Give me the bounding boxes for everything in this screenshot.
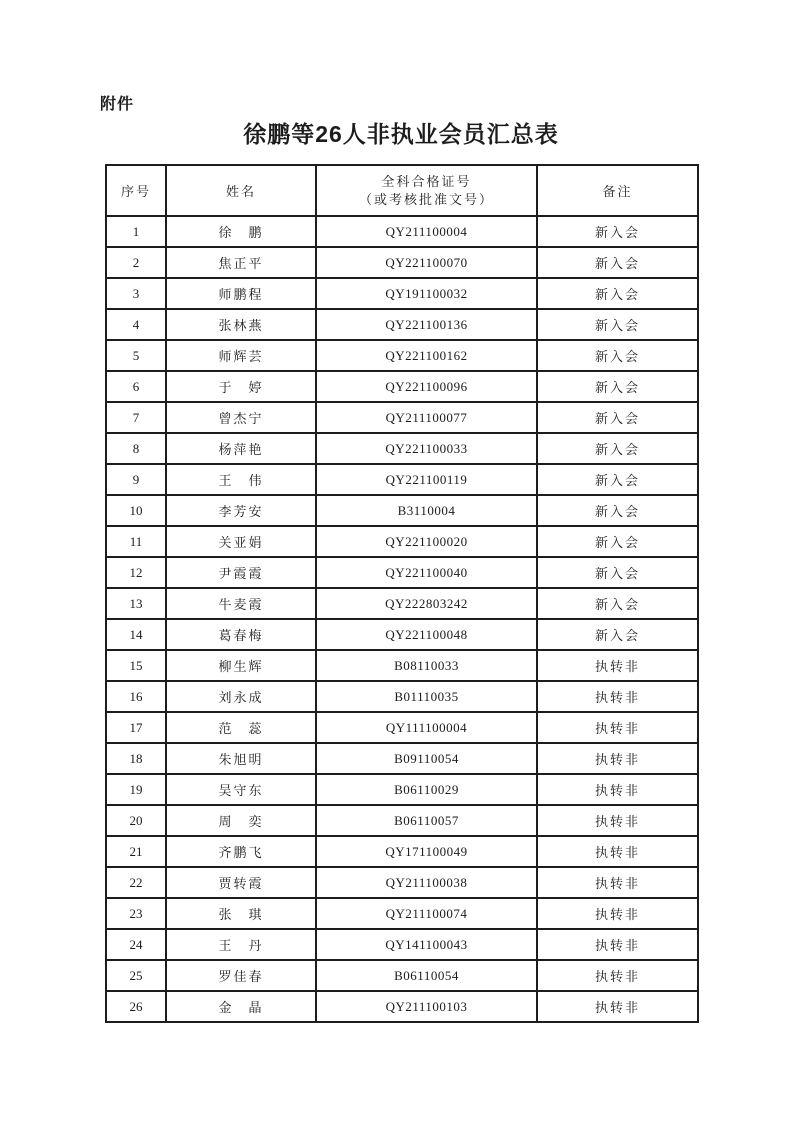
cell-remark: 新入会 <box>537 433 698 464</box>
cell-member-name: 葛春梅 <box>166 619 316 650</box>
cell-certificate: QY211100103 <box>316 991 537 1022</box>
cell-serial-number: 24 <box>106 929 166 960</box>
cell-member-name: 李芳安 <box>166 495 316 526</box>
cell-certificate: QY111100004 <box>316 712 537 743</box>
attachment-label: 附件 <box>100 96 135 113</box>
table-row <box>106 681 698 712</box>
cell-certificate: QY141100043 <box>316 929 537 960</box>
table-row <box>106 464 698 495</box>
members-table <box>105 164 699 1023</box>
cell-remark: 执转非 <box>537 867 698 898</box>
cell-remark: 新入会 <box>537 371 698 402</box>
cell-certificate: QY221100033 <box>316 433 537 464</box>
cell-certificate: QY221100040 <box>316 557 537 588</box>
column-header-cert <box>316 165 537 216</box>
cell-certificate: QY211100038 <box>316 867 537 898</box>
cell-remark: 执转非 <box>537 929 698 960</box>
table-row <box>106 650 698 681</box>
column-header-cert-line1: 全科合格证号 <box>381 173 472 189</box>
cell-remark: 执转非 <box>537 712 698 743</box>
cell-serial-number: 4 <box>106 309 166 340</box>
table-row <box>106 278 698 309</box>
cell-serial-number: 25 <box>106 960 166 991</box>
cell-member-name: 罗佳春 <box>166 960 316 991</box>
cell-remark: 新入会 <box>537 526 698 557</box>
cell-certificate: B3110004 <box>316 495 537 526</box>
cell-member-name: 刘永成 <box>166 681 316 712</box>
cell-remark: 执转非 <box>537 650 698 681</box>
cell-member-name: 尹霞霞 <box>166 557 316 588</box>
cell-member-name: 王 伟 <box>166 464 316 495</box>
cell-serial-number: 22 <box>106 867 166 898</box>
cell-certificate: QY171100049 <box>316 836 537 867</box>
cell-serial-number: 3 <box>106 278 166 309</box>
cell-serial-number: 12 <box>106 557 166 588</box>
cell-serial-number: 7 <box>106 402 166 433</box>
table-row <box>106 309 698 340</box>
cell-serial-number: 15 <box>106 650 166 681</box>
cell-remark: 新入会 <box>537 495 698 526</box>
cell-remark: 新入会 <box>537 464 698 495</box>
cell-serial-number: 19 <box>106 774 166 805</box>
cell-remark: 执转非 <box>537 836 698 867</box>
table-row <box>106 712 698 743</box>
table-row <box>106 402 698 433</box>
table-row <box>106 247 698 278</box>
cell-remark: 新入会 <box>537 619 698 650</box>
cell-member-name: 吴守东 <box>166 774 316 805</box>
cell-certificate: QY222803242 <box>316 588 537 619</box>
cell-remark: 执转非 <box>537 681 698 712</box>
cell-remark: 执转非 <box>537 805 698 836</box>
table-row <box>106 774 698 805</box>
cell-member-name: 师鹏程 <box>166 278 316 309</box>
cell-member-name: 曾杰宁 <box>166 402 316 433</box>
column-header-name: 姓名 <box>166 165 316 216</box>
cell-member-name: 王 丹 <box>166 929 316 960</box>
column-header-remark: 备注 <box>537 165 698 216</box>
table-row <box>106 898 698 929</box>
cell-certificate: B06110029 <box>316 774 537 805</box>
table-row <box>106 867 698 898</box>
table-row <box>106 619 698 650</box>
cell-remark: 执转非 <box>537 991 698 1022</box>
cell-serial-number: 16 <box>106 681 166 712</box>
table-row <box>106 743 698 774</box>
table-row <box>106 371 698 402</box>
cell-member-name: 张 琪 <box>166 898 316 929</box>
table-row <box>106 433 698 464</box>
cell-certificate: QY221100162 <box>316 340 537 371</box>
cell-serial-number: 20 <box>106 805 166 836</box>
cell-serial-number: 9 <box>106 464 166 495</box>
cell-certificate: B06110054 <box>316 960 537 991</box>
table-row <box>106 805 698 836</box>
cell-remark: 新入会 <box>537 402 698 433</box>
table-header-row <box>106 165 698 216</box>
cell-certificate: QY191100032 <box>316 278 537 309</box>
table-row <box>106 495 698 526</box>
cell-serial-number: 17 <box>106 712 166 743</box>
table-row <box>106 340 698 371</box>
cell-remark: 新入会 <box>537 588 698 619</box>
cell-remark: 执转非 <box>537 898 698 929</box>
cell-certificate: QY221100136 <box>316 309 537 340</box>
cell-certificate: QY211100004 <box>316 216 537 247</box>
cell-serial-number: 2 <box>106 247 166 278</box>
cell-member-name: 周 奕 <box>166 805 316 836</box>
cell-member-name: 师辉芸 <box>166 340 316 371</box>
cell-serial-number: 10 <box>106 495 166 526</box>
cell-remark: 执转非 <box>537 960 698 991</box>
cell-remark: 执转非 <box>537 743 698 774</box>
cell-serial-number: 14 <box>106 619 166 650</box>
cell-remark: 新入会 <box>537 557 698 588</box>
cell-serial-number: 13 <box>106 588 166 619</box>
cell-certificate: QY211100074 <box>316 898 537 929</box>
cell-certificate: QY221100119 <box>316 464 537 495</box>
cell-certificate: B08110033 <box>316 650 537 681</box>
cell-remark: 新入会 <box>537 340 698 371</box>
cell-serial-number: 8 <box>106 433 166 464</box>
cell-certificate: B06110057 <box>316 805 537 836</box>
cell-certificate: QY221100096 <box>316 371 537 402</box>
cell-member-name: 金 晶 <box>166 991 316 1022</box>
column-header-no: 序号 <box>106 165 166 216</box>
cell-serial-number: 6 <box>106 371 166 402</box>
table-row <box>106 557 698 588</box>
table-row <box>106 588 698 619</box>
cell-member-name: 贾转霞 <box>166 867 316 898</box>
cell-remark: 新入会 <box>537 216 698 247</box>
table-row <box>106 929 698 960</box>
cell-certificate: B09110054 <box>316 743 537 774</box>
cell-member-name: 齐鹏飞 <box>166 836 316 867</box>
cell-certificate: QY221100048 <box>316 619 537 650</box>
cell-serial-number: 23 <box>106 898 166 929</box>
cell-remark: 新入会 <box>537 278 698 309</box>
cell-serial-number: 11 <box>106 526 166 557</box>
cell-certificate: B01110035 <box>316 681 537 712</box>
cell-member-name: 焦正平 <box>166 247 316 278</box>
cell-remark: 新入会 <box>537 309 698 340</box>
cell-serial-number: 18 <box>106 743 166 774</box>
cell-serial-number: 5 <box>106 340 166 371</box>
table-row <box>106 526 698 557</box>
cell-member-name: 范 蕊 <box>166 712 316 743</box>
cell-remark: 执转非 <box>537 774 698 805</box>
cell-member-name: 朱旭明 <box>166 743 316 774</box>
cell-member-name: 牛麦霞 <box>166 588 316 619</box>
table-row <box>106 991 698 1022</box>
table-row <box>106 216 698 247</box>
page-title: 徐鹏等26人非执业会员汇总表 <box>243 121 559 147</box>
cell-certificate: QY221100020 <box>316 526 537 557</box>
cell-member-name: 关亚娟 <box>166 526 316 557</box>
cell-member-name: 张林燕 <box>166 309 316 340</box>
cell-member-name: 徐 鹏 <box>166 216 316 247</box>
table-row <box>106 960 698 991</box>
cell-certificate: QY221100070 <box>316 247 537 278</box>
cell-serial-number: 26 <box>106 991 166 1022</box>
column-header-cert-line2: （或考核批准文号） <box>358 191 494 207</box>
table-row <box>106 836 698 867</box>
cell-serial-number: 1 <box>106 216 166 247</box>
cell-certificate: QY211100077 <box>316 402 537 433</box>
cell-serial-number: 21 <box>106 836 166 867</box>
cell-member-name: 于 婷 <box>166 371 316 402</box>
cell-remark: 新入会 <box>537 247 698 278</box>
cell-member-name: 柳生辉 <box>166 650 316 681</box>
cell-member-name: 杨萍艳 <box>166 433 316 464</box>
